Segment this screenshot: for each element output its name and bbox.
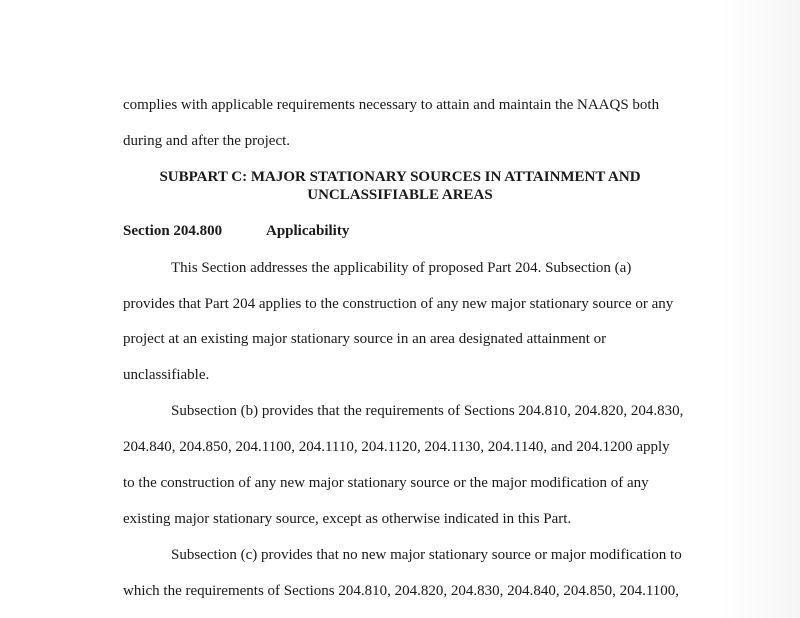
paragraph-b-line: to the construction of any new major stationary source or the major modification of any <box>123 475 649 491</box>
paragraph-a-line: This Section addresses the applicability of proposed Part 204. Subsection (a) <box>171 260 632 276</box>
body-line: during and after the project. <box>123 133 291 149</box>
paragraph-b-line: 204.840, 204.850, 204.1100, 204.1110, 204.1120, 204.1130, 204.1140, and 204.1200 apply <box>123 439 670 455</box>
paragraph-a-line: unclassifiable. <box>123 367 210 383</box>
paragraph-a-line: provides that Part 204 applies to the construction of any new major stationary source or any <box>123 296 674 312</box>
paragraph-c-line: Subsection (c) provides that no new major stationary source or major modification to <box>171 547 682 563</box>
section-title: Applicability <box>266 223 350 239</box>
section-number: Section 204.800 <box>123 223 223 239</box>
page-edge-shading <box>720 0 800 618</box>
paragraph-c-line: which the requirements of Sections 204.810, 204.820, 204.830, 204.840, 204.850, 204.1100, <box>123 583 680 599</box>
paragraph-b-line: Subsection (b) provides that the requirements of Sections 204.810, 204.820, 204.830, <box>171 403 684 419</box>
paragraph-a-line: project at an existing major stationary source in an area designated attainment or <box>123 331 607 347</box>
subpart-heading-line-1: SUBPART C: MAJOR STATIONARY SOURCES IN ATTAINMENT AND <box>159 169 641 185</box>
body-line: complies with applicable requirements necessary to attain and maintain the NAAQS both <box>123 97 660 113</box>
paragraph-b-line: existing major stationary source, except as otherwise indicated in this Part. <box>123 511 572 527</box>
subpart-heading-line-2: UNCLASSIFIABLE AREAS <box>307 187 493 203</box>
